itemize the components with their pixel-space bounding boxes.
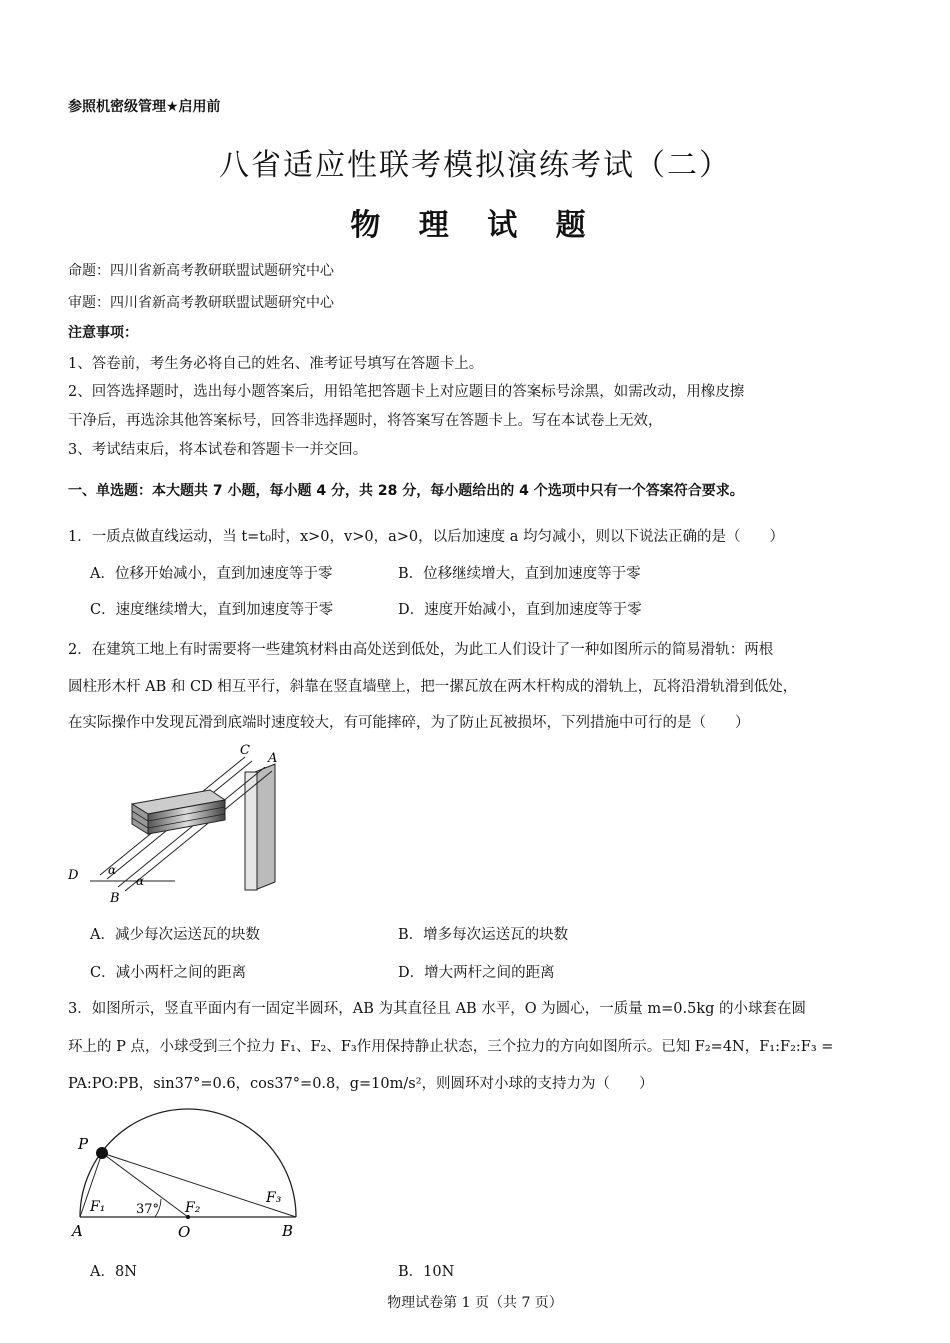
- reviewer-line: 审题：四川省新高考教研联盟试题研究中心: [68, 295, 334, 311]
- q2-figure-slide-rails: [60, 742, 300, 907]
- label-alpha-2: α: [136, 874, 145, 888]
- question-2-line: 2．在建筑工地上有时需要将一些建筑材料由高处送到低处，为此工人们设计了一种如图所示的简易滑轨：两根: [68, 642, 774, 658]
- q3-option-b: B．10N: [398, 1264, 455, 1280]
- note-item: 3、考试结束后，将本试卷和答题卡一并交回。: [68, 442, 368, 458]
- tile-stack: [132, 790, 225, 834]
- note-item: 2、回答选择题时，选出每小题答案后，用铅笔把答题卡上对应题目的答案标号涂黑，如需改动，用橡皮擦: [68, 384, 745, 400]
- question-1-stem: 1．一质点做直线运动，当 t=t₀时，x>0，v>0，a>0，以后加速度 a 均匀减小，则以下说法正确的是（ ）: [68, 529, 784, 545]
- note-item: 1、答卷前，考生务必将自己的姓名、准考证号填写在答题卡上。: [68, 356, 484, 372]
- label-b: B: [282, 1222, 294, 1240]
- ball-p: [96, 1147, 108, 1159]
- label-f3: F₃: [266, 1190, 282, 1206]
- q1-option-c: C．速度继续增大，直到加速度等于零: [90, 602, 334, 618]
- q1-option-b: B．位移继续增大，直到加速度等于零: [398, 566, 641, 582]
- section-heading: 一、单选题：本大题共 7 小题，每小题 4 分，共 28 分，每小题给出的 4 个选项中只有一个答案符合要求。: [68, 483, 744, 499]
- subject-title: 物 理 试 题: [350, 208, 600, 243]
- label-a: A: [72, 1222, 83, 1240]
- page-footer: 物理试卷第 1 页（共 7 页）: [387, 1295, 563, 1311]
- q1-option-d: D．速度开始减小，直到加速度等于零: [398, 602, 642, 618]
- question-2-line: 圆柱形木杆 AB 和 CD 相互平行，斜靠在竖直墙壁上，把一摞瓦放在两木杆构成的滑轨上，瓦将沿滑轨滑到低处，: [68, 679, 798, 695]
- q1-option-a: A．位移开始减小，直到加速度等于零: [90, 566, 333, 582]
- notes-heading: 注意事项：: [68, 325, 138, 341]
- label-c: C: [240, 743, 250, 758]
- q3-figure-semicircle: [60, 1105, 310, 1245]
- question-3-line: 3．如图所示，竖直平面内有一固定半圆环，AB 为其直径且 AB 水平，O 为圆心，一质量 m=0.5kg 的小球套在圆: [68, 1001, 807, 1017]
- q2-option-d: D．增大两杆之间的距离: [398, 965, 555, 981]
- question-3-line: PA:PO:PB，sin37°=0.6，cos37°=0.8，g=10m/s²，则圆环对小球的支持力为（ ）: [68, 1076, 654, 1092]
- label-f1: F₁: [90, 1199, 106, 1215]
- q3-option-a: A．8N: [90, 1264, 137, 1280]
- label-alpha-1: α: [108, 863, 117, 877]
- q2-option-b: B．增多每次运送瓦的块数: [398, 927, 569, 943]
- q2-option-a: A．减少每次运送瓦的块数: [90, 927, 260, 943]
- exam-title: 八省适应性联考模拟演练考试（二）: [219, 148, 731, 183]
- wall: [245, 772, 257, 890]
- question-2-line: 在实际操作中发现瓦滑到底端时速度较大，有可能摔碎，为了防止瓦被损坏，下列措施中可行的是（ ）: [68, 715, 750, 731]
- label-angle: 37°: [136, 1202, 160, 1217]
- author-line: 命题：四川省新高考教研联盟试题研究中心: [68, 263, 334, 279]
- question-3-line: 环上的 P 点，小球受到三个拉力 F₁、F₂、F₃作用保持静止状态，三个拉力的方向如图所示。已知 F₂=4N，F₁:F₂:F₃ =: [68, 1039, 834, 1055]
- label-d: D: [68, 868, 79, 883]
- note-item: 干净后，再选涂其他答案标号，回答非选择题时，将答案写在答题卡上。写在本试卷上无效，: [68, 413, 663, 429]
- q2-option-c: C．减小两杆之间的距离: [90, 965, 247, 981]
- label-o: O: [178, 1223, 191, 1241]
- label-f2: F₂: [185, 1200, 201, 1216]
- label-p: P: [78, 1135, 89, 1153]
- confidentiality-label: 参照机密级管理★启用前: [68, 99, 221, 115]
- label-a: A: [268, 751, 278, 766]
- label-b: B: [110, 891, 120, 906]
